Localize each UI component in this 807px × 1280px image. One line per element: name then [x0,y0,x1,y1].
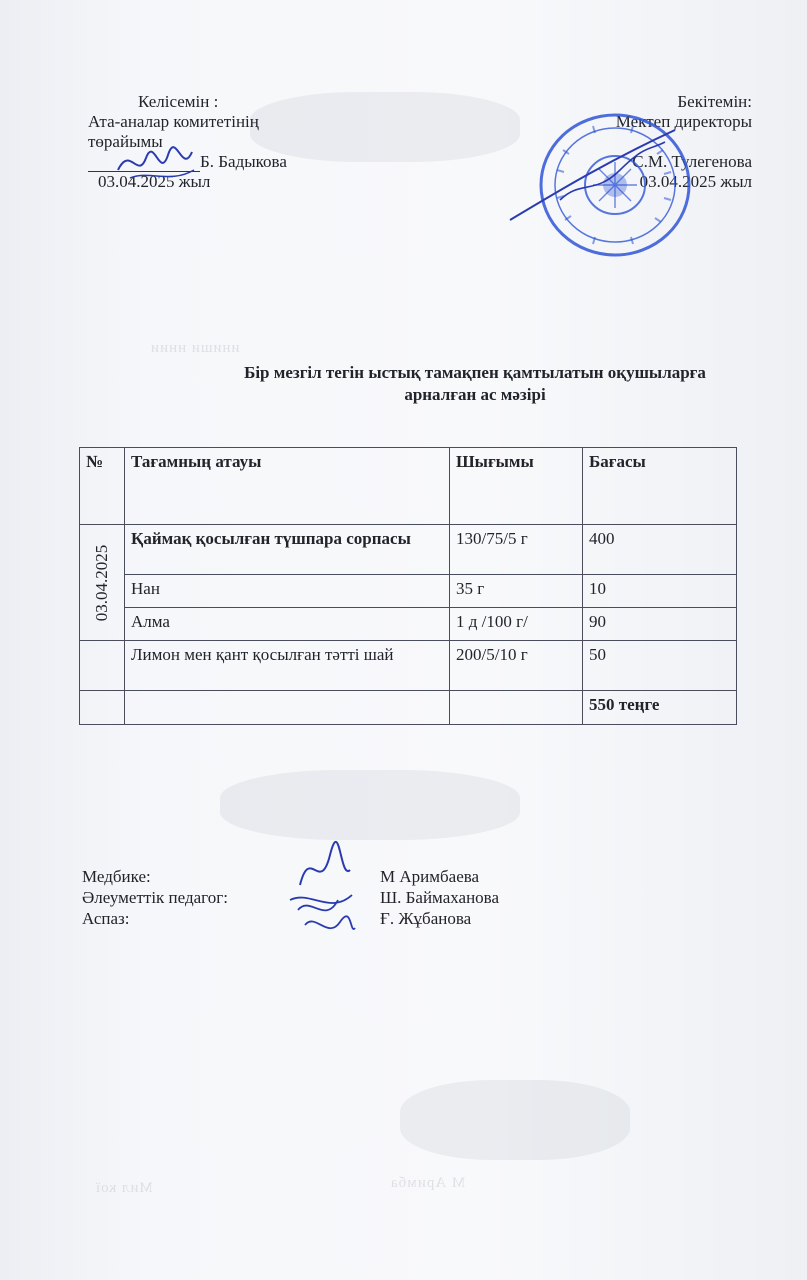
dish-price: 90 [583,608,737,641]
staff-names [380,866,499,929]
dish-price: 10 [583,575,737,608]
smudge-decoration [250,92,520,162]
menu-table [79,447,737,725]
dish-price: 400 [583,525,737,575]
agreement-heading: Келісемін : [138,92,219,111]
show-through-text: Мил кої [95,1180,153,1196]
dish-price: 50 [583,641,737,691]
staff-name: М Аримбаева [380,867,480,886]
staff-signatures [280,840,360,950]
dish-yield: 1 д /100 г/ [450,608,583,641]
approval-date: 03.04.2025 жыл [639,172,752,191]
menu-title-line-2: арналған ас мәзірі [404,385,546,404]
dish-yield: 200/5/10 г [450,641,583,691]
menu-title [180,362,770,406]
empty-cell [450,691,583,725]
header-price: Бағасы [583,448,737,525]
committee-chair-name: Б. Бадыкова [200,152,287,171]
approval-heading: Бекітемін: [677,92,752,111]
dish-name: Алма [125,608,450,641]
dish-yield: 130/75/5 г [450,525,583,575]
dish-name: Нан [125,575,450,608]
dish-yield: 35 г [450,575,583,608]
dish-name: Лимон мен қант қосылған тәтті шай [125,641,450,691]
empty-cell [125,691,450,725]
agreement-date: 03.04.2025 жыл [98,172,211,191]
table-row [80,641,737,691]
committee-position: Ата-аналар комитетінің [88,112,259,131]
empty-cell [80,691,125,725]
director-signature [500,120,690,230]
header-dish-name: Тағамның атауы [125,448,450,525]
date-cell [80,525,125,641]
staff-role: Әлеуметтік педагог: [82,888,228,907]
committee-signature [110,140,200,190]
table-row [80,575,737,608]
header-number: № [80,448,125,525]
total-price: 550 теңге [583,691,737,725]
table-row [80,525,737,575]
show-through-text: М Аримба [390,1175,466,1191]
dish-name: Қаймақ қосылған түшпара сорпасы [125,525,450,575]
staff-role: Медбике: [82,867,151,886]
staff-name: Ш. Баймаханова [380,888,500,907]
total-row [80,691,737,725]
smudge-decoration [400,1080,630,1160]
show-through-text: иниши ннии [150,340,240,356]
committee-position-cont: төрайымы [88,132,163,151]
table-row [80,608,737,641]
director-position: Мектеп директоры [615,112,752,131]
menu-title-line-1: Бір мезгіл тегін ыстық тамақпен қамтылатын оқушыларға [244,363,706,382]
table-header-row [80,448,737,525]
menu-date: 03.04.2025 [92,544,111,621]
staff-role: Аспаз: [82,909,130,928]
staff-roles [82,866,228,929]
smudge-decoration [220,770,520,840]
staff-name: Ғ. Жұбанова [380,909,472,928]
header-yield: Шығымы [450,448,583,525]
empty-cell [80,641,125,691]
director-name: С.М. Тулегенова [632,152,752,171]
